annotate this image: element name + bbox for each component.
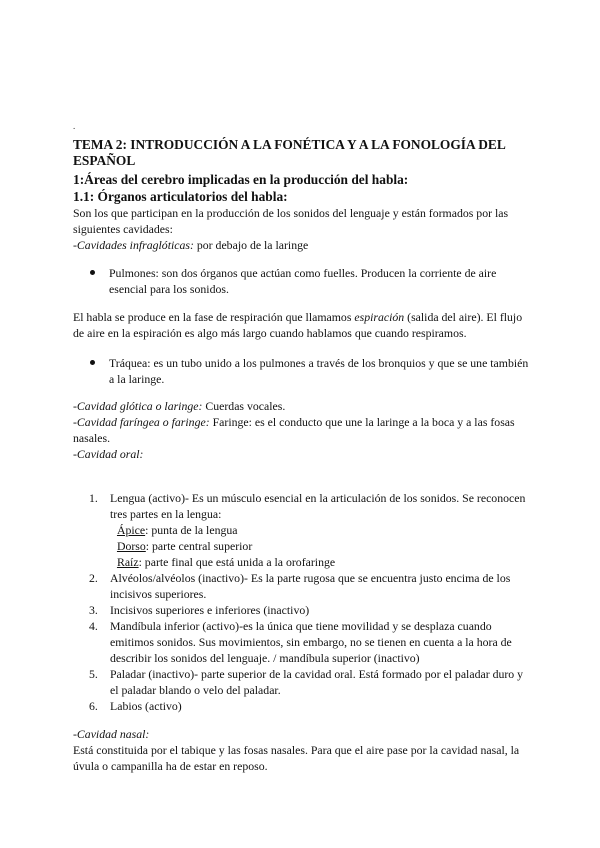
bullet-pulmones-text: Pulmones: son dos órganos que actúan como fuelles. Producen la corriente de aire esencial para los sonidos. [109,266,497,296]
list-number: 4. [89,619,98,633]
list-item-4 [89,618,533,666]
glotica-line [73,398,533,414]
infraglotic-text: por debajo de la laringe [193,238,309,252]
faringea-line [73,414,533,446]
list-item-3 [89,602,533,618]
respiration-term: espiración [354,310,405,324]
page-dot: . [73,121,76,131]
list-item-2-text: Alvéolos/alvéolos (inactivo)- Es la parte rugosa que se encuentra justo encima de los incisivos superiores. [110,571,511,601]
list-item-3-text: Incisivos superiores e inferiores (inactivo) [110,603,310,617]
section-heading-1-1: 1.1: Órganos articulatorios del habla: [73,189,288,204]
bullet-traquea [92,355,532,387]
faringea-label: -Cavidad faríngea o faringe: [73,415,210,429]
lengua-part-term: Ápice [116,523,146,537]
lengua-part-apice [114,522,533,538]
nasal-line [73,726,533,742]
lengua-part-term: Dorso [116,539,146,553]
glotica-text: Cuerdas vocales. [202,399,286,413]
lengua-part-text: : parte central superior [145,539,253,553]
faringea-text: Faringe: es el conducto que une la laringe a la boca y a las fosas nasales. [73,415,515,445]
oral-label: -Cavidad oral: [73,447,144,461]
infraglotic-line [73,237,533,253]
list-item-2 [89,570,533,602]
lengua-part-raiz [114,554,533,570]
oral-line [73,446,533,462]
list-item-4-text: Mandíbula inferior (activo)-es la única que tiene movilidad y se desplaza cuando emitimos sonidos. Sus movimientos, sin embargo, no se tienen en cuenta a la hora de describir los sonidos del lenguaje. / mandíbula superior (inactivo) [110,619,512,665]
section-heading-1: 1:Áreas del cerebro implicadas en la producción del habla: [73,172,409,187]
list-number: 5. [89,667,98,681]
list-item-5 [89,666,533,698]
respiration-pre: El habla se produce en la fase de respiración que llamamos [73,310,355,324]
lengua-part-term: Raíz [116,555,139,569]
infraglotic-label: -Cavidades infraglóticas: [73,238,194,252]
respiration-post: (salida del aire). El flujo de aire en la espiración es algo más largo cuando hablamos que cuando respiramos. [73,310,523,340]
nasal-label: -Cavidad nasal: [73,727,150,741]
glotica-label: -Cavidad glótica o laringe: [73,399,203,413]
list-item-6-text: Labios (activo) [110,699,182,713]
lengua-part-text: : parte final que está unida a la orofaringe [138,555,336,569]
list-number: 3. [89,603,98,617]
list-item-6 [89,698,533,714]
document-title: TEMA 2: INTRODUCCIÓN A LA FONÉTICA Y A LA FONOLOGÍA DEL ESPAÑOL [73,137,506,168]
list-item-5-text: Paladar (inactivo)- parte superior de la cavidad oral. Está formado por el paladar duro y el paladar blando o velo del paladar. [110,667,524,697]
lengua-part-text: : punta de la lengua [145,523,238,537]
bullet-traquea-text: Tráquea: es un tubo unido a los pulmones a través de los bronquios y que se une también a la laringe. [109,356,529,386]
list-number: 2. [89,571,98,585]
bullet-icon [90,270,95,275]
bullet-pulmones [92,265,532,297]
list-item-1 [89,490,533,570]
lengua-part-dorso [114,538,533,554]
intro-paragraph: Son los que participan en la producción de los sonidos del lenguaje y están formados por las siguientes cavidades: [73,206,509,236]
list-number: 1. [89,491,98,505]
bullet-icon [90,360,95,365]
nasal-paragraph: Está constituida por el tabique y las fosas nasales. Para que el aire pase por la cavidad nasal, la úvula o campanilla ha de estar en reposo. [73,743,520,773]
respiration-paragraph [73,309,533,341]
list-item-1-text: Lengua (activo)- Es un músculo esencial en la articulación de los sonidos. Se reconocen tres partes en la lengua: [110,491,526,521]
list-number: 6. [89,699,98,713]
